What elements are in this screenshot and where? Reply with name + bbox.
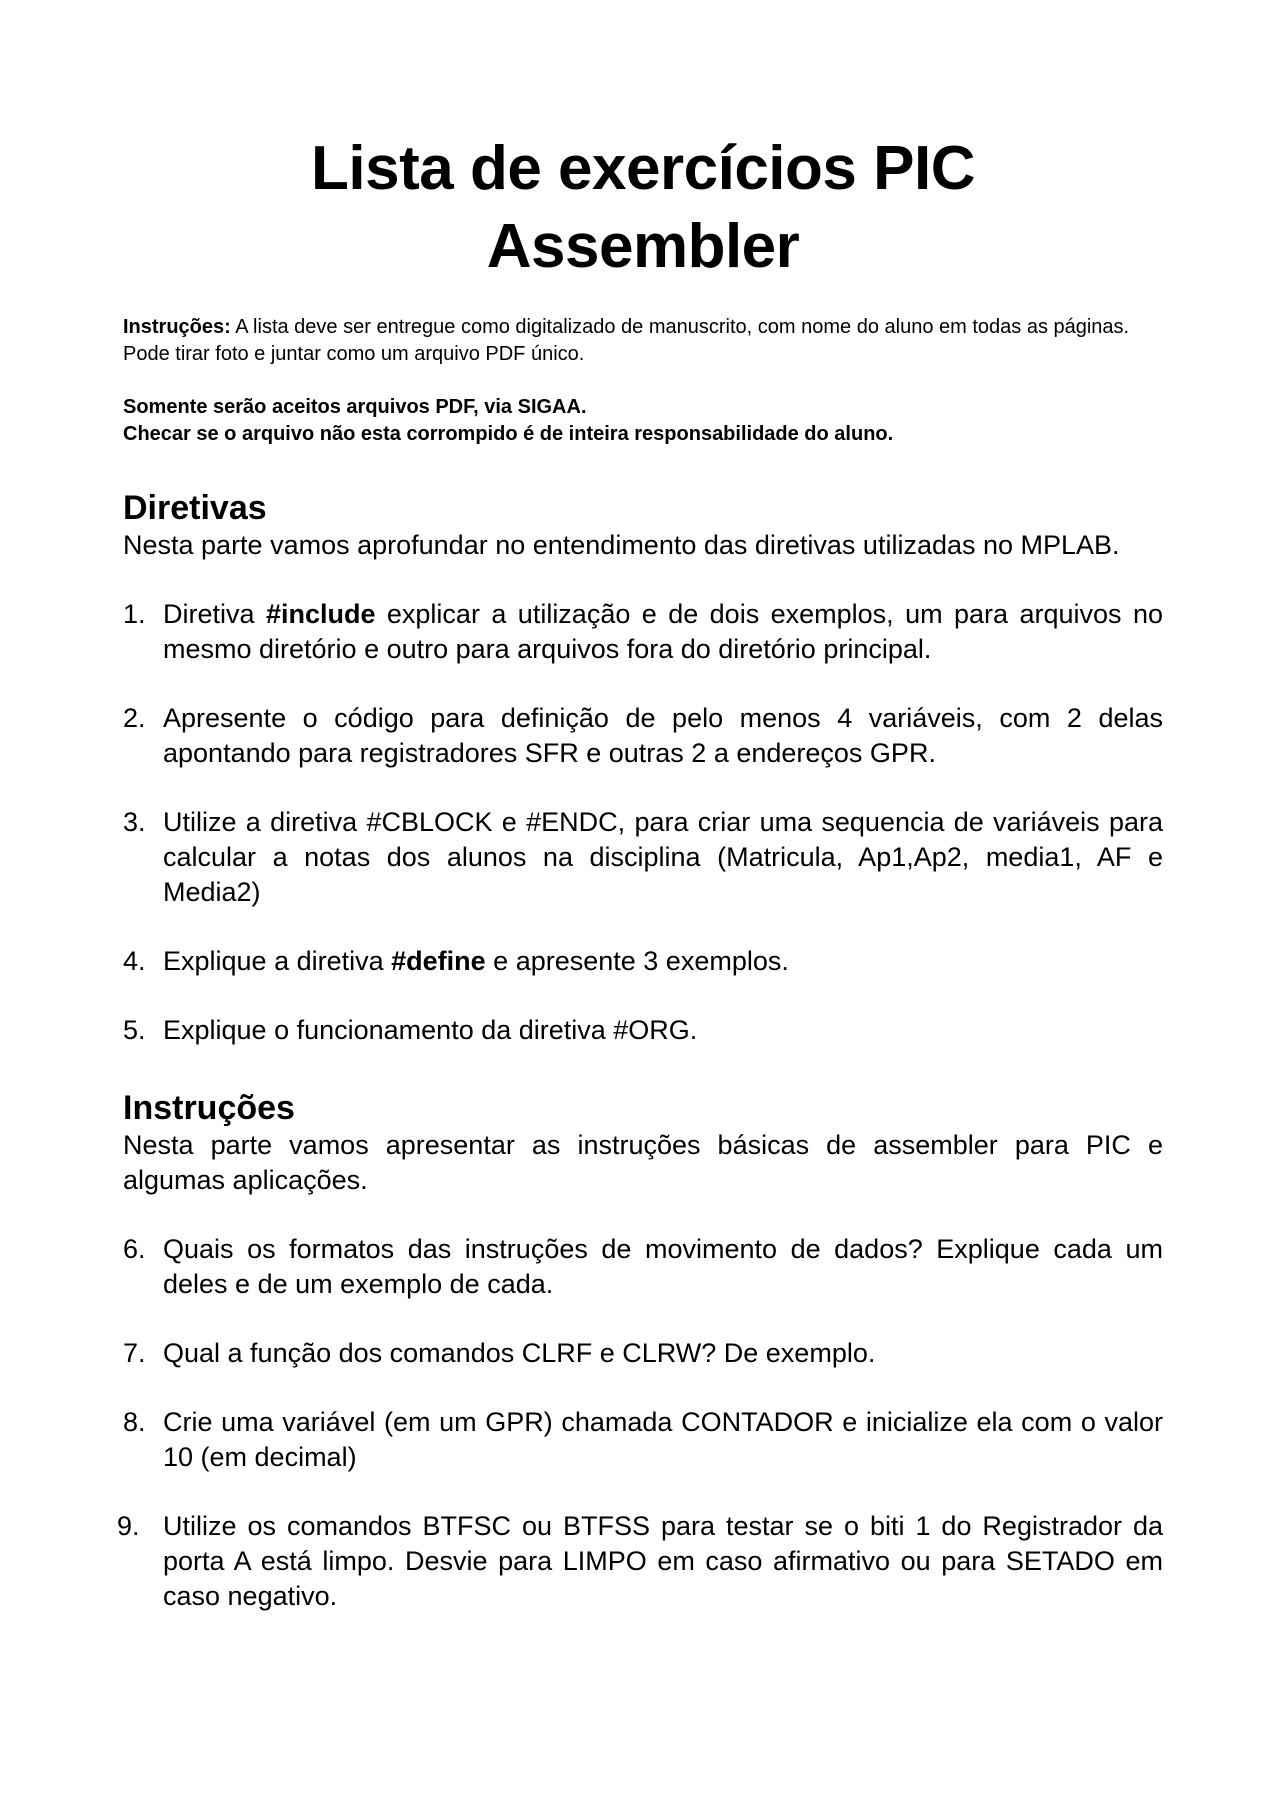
title-line-1: Lista de exercícios PIC — [311, 134, 975, 203]
question-text: Crie uma variável (em um GPR) chamada CONTADOR e inicialize ela com o valor 10 (em decimal) — [163, 1407, 1163, 1472]
question-item — [123, 597, 1163, 667]
section-intro: Nesta parte vamos apresentar as instruções básicas de assembler para PIC e algumas aplicações. — [123, 1130, 1163, 1195]
question-keyword: #include — [265, 599, 376, 629]
page-title — [123, 130, 1163, 286]
document-page — [117, 130, 1163, 1614]
title-line-2: Assembler — [486, 212, 800, 281]
question-number: 7. — [123, 1338, 146, 1368]
question-item — [123, 1336, 1163, 1371]
question-item — [123, 944, 1163, 979]
question-text: Utilize os comandos BTFSC ou BTFSS para testar se o biti 1 do Registrador da porta A está limpo. Desvie para LIMPO em caso afirmativo ou para SETADO em caso negativo. — [163, 1511, 1163, 1611]
section-heading: Instruções — [123, 1089, 295, 1127]
question-list — [117, 1232, 1163, 1614]
question-number: 9. — [117, 1511, 140, 1541]
question-text: Quais os formatos das instruções de movimento de dados? Explique cada um deles e de um exemplo de cada. — [163, 1234, 1163, 1299]
question-text-post: explicar a utilização e de dois exemplos, um para arquivos no mesmo diretório e outro para arquivos fora do diretório principal. — [163, 599, 1163, 664]
question-number: 5. — [123, 1015, 146, 1045]
question-item — [123, 701, 1163, 771]
question-number: 1. — [123, 599, 146, 629]
question-text-post: e apresente 3 exemplos. — [485, 946, 789, 976]
instructions-label: Instruções: — [123, 316, 231, 338]
question-item — [123, 1013, 1163, 1048]
question-list — [123, 597, 1163, 1048]
question-number: 6. — [123, 1234, 146, 1264]
question-item — [123, 1405, 1163, 1475]
question-number: 4. — [123, 946, 146, 976]
question-number: 2. — [123, 703, 146, 733]
question-keyword: #define — [391, 946, 486, 976]
notice-line-2: Checar se o arquivo não esta corrompido é de inteira responsabilidade do aluno. — [123, 423, 894, 445]
question-text-pre: Explique a diretiva — [163, 946, 392, 976]
section-diretivas — [123, 488, 1163, 1048]
submission-notice — [123, 394, 1163, 448]
question-number: 8. — [123, 1407, 146, 1437]
instructions-text: A lista deve ser entregue como digitalizado de manuscrito, com nome do aluno em todas as páginas. Pode tirar foto e juntar como um arquivo PDF único. — [123, 316, 1130, 365]
section-intro: Nesta parte vamos aprofundar no entendimento das diretivas utilizadas no MPLAB. — [123, 530, 1120, 560]
question-text: Apresente o código para definição de pelo menos 4 variáveis, com 2 delas apontando para registradores SFR e outras 2 a endereços GPR. — [163, 703, 1163, 768]
notice-line-1: Somente serão aceitos arquivos PDF, via SIGAA. — [123, 396, 587, 418]
question-text: Explique o funcionamento da diretiva #ORG. — [163, 1015, 698, 1045]
question-item — [123, 1232, 1163, 1302]
question-item — [123, 805, 1163, 910]
question-text-pre: Diretiva — [163, 599, 266, 629]
question-text: Qual a função dos comandos CLRF e CLRW? De exemplo. — [163, 1338, 876, 1368]
question-number: 3. — [123, 807, 146, 837]
section-instrucoes — [117, 1088, 1163, 1614]
question-text: Utilize a diretiva #CBLOCK e #ENDC, para criar uma sequencia de variáveis para calcular a notas dos alunos na disciplina (Matricula, Ap1,Ap2, media1, AF e Media2) — [163, 807, 1163, 907]
instructions-paragraph — [123, 314, 1163, 368]
section-heading: Diretivas — [123, 489, 267, 527]
question-item — [117, 1509, 1163, 1614]
